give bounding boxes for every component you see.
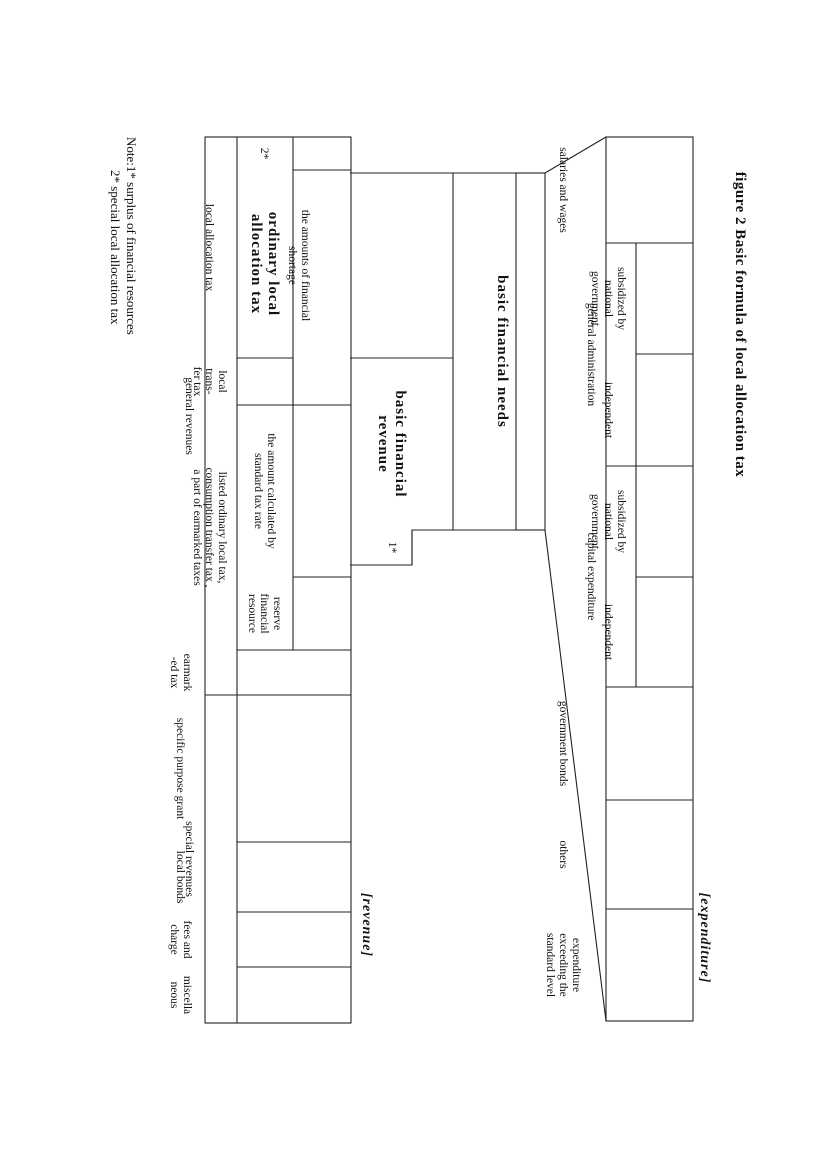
general-administration-label: general administration (585, 302, 598, 407)
general-revenues-label: general revenues (183, 377, 196, 455)
note2-marker: 2* (258, 147, 271, 160)
special-revenues-label: special revenues (183, 821, 196, 897)
exceeding-standard-cell: expenditure exceeding the standard level (544, 932, 582, 998)
note-line-2: 2* special local allocation tax (108, 170, 124, 325)
revenue-label: [revenue] (358, 892, 374, 958)
miscellaneous-cell: miscella neous (168, 975, 193, 1015)
specific-purpose-grant-cell: specific purpose grant (174, 717, 187, 820)
subsidized-capital-cell: subsidized by national government (589, 490, 627, 553)
local-bonds-cell: local bonds (174, 850, 187, 904)
earmarked-tax-cell: earmark -ed tax (168, 653, 193, 692)
financial-shortage-label: the amounts of financial shortage (286, 209, 312, 322)
subsidized-admin-cell: subsidized by national government (589, 267, 627, 330)
local-allocation-tax-label: local allocation tax (203, 203, 216, 292)
amount-calculated-cell: the amount calculated by standard tax rate (252, 433, 277, 549)
others-cell: others (556, 840, 569, 869)
basic-financial-revenue-label: basic financial revenue (375, 390, 409, 498)
local-transfer-tax-cell: local trans- fer tax (190, 366, 229, 397)
basic-financial-needs-label: basic financial needs (493, 275, 510, 428)
expenditure-label: [expenditure] (696, 892, 712, 984)
note-line-1: Note:1* surplus of financial resources (124, 137, 140, 335)
ordinary-local-allocation-tax-label: ordinary local allocation tax (248, 211, 281, 317)
reserve-financial-resource-cell: reserve financial resource (245, 593, 284, 634)
note1-marker: 1* (385, 541, 398, 554)
independent-capital-cell: independent (601, 603, 614, 661)
government-bonds-cell: government bonds (556, 700, 569, 787)
fees-and-charge-cell: fees and charge (168, 920, 193, 959)
salaries-cell: salaries and wages (556, 147, 569, 233)
capital-expenditure-label: capital expenditure (585, 532, 598, 621)
independent-admin-cell: independent (601, 381, 614, 439)
figure-title: figure 2 Basic formula of local allocation tax (732, 171, 749, 478)
listed-taxes-cell: listed ordinary local tax, consumption transfer tax , a part of earmarked taxes (190, 467, 229, 588)
